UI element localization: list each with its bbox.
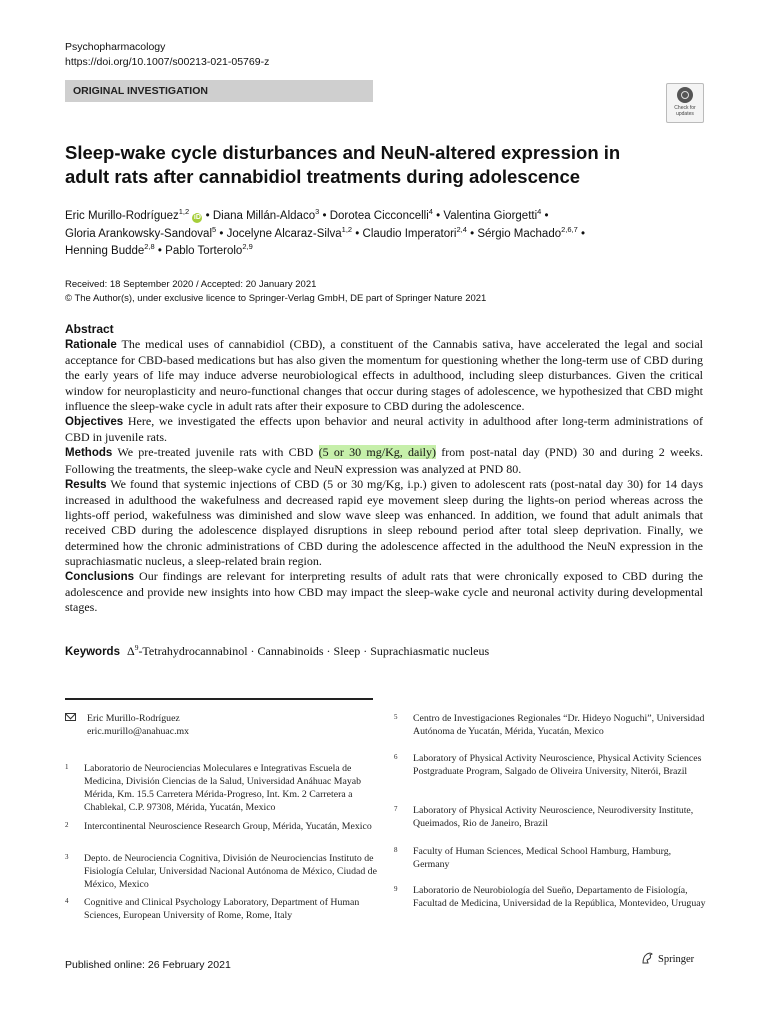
highlighted-dose: (5 or 30 mg/Kg, daily) — [318, 445, 436, 460]
author[interactable]: Diana Millán-Aldaco$^3$ — [212, 207, 320, 222]
correspondence-email[interactable]: eric.murillo@anahuac.mx — [87, 726, 190, 737]
keywords: Keywords $\Delta^9$-Tetrahydrocannabinol · Cannabinoids · Sleep · Suprachiasmatic nucleus — [65, 643, 490, 658]
affiliation-item: 8 Faculty of Human Sciences, Medical School Hamburg, Hamburg, Germany — [394, 846, 672, 870]
affiliation-item: 4 Cognitive and Clinical Psychology Laboratory, Department of Human Sciences, European University of Rome, Rome, Italy — [65, 897, 360, 921]
article-title: Sleep-wake cycle disturbances and NeuN-altered expression in adult rats after cannabidiol treatments during adolescence — [65, 142, 621, 187]
springer-logo — [640, 951, 694, 968]
abstract-body — [65, 337, 703, 616]
footnote-divider — [65, 698, 373, 700]
abstract-rationale: Rationale The medical uses of cannabidiol (CBD), a constituent of the Cannabis sativa, have accelerated the legal and social acceptance for CBD-based medications but has also given the momentum for questioning whether the long-term use of CBD during the early years of life may induce adverse neurobiological effects in adulthood, including sleep disturbances. Given the critical window for neuroplasticity and neuro-functional changes that occur during stages of adolescence, we hypothesized that CBD might influence the sleep-wake cycle in adult rats after their exposure to CBD during the adolescence. — [65, 337, 703, 413]
author[interactable]: Sérgio Machado$^{2,6,7}$ — [477, 224, 578, 240]
affiliation-item: 7 Laboratory of Physical Activity Neuroscience, Neurodiversity Institute, Queimados, Rio de Janeiro, Brazil — [394, 805, 694, 829]
copyright-notice: © The Author(s), under exclusive licence to Springer-Verlag GmbH, DE part of Springer Nature 2021 — [65, 293, 487, 304]
published-online-date: Published online: 26 February 2021 — [65, 959, 231, 971]
objectives-label: Objectives — [65, 416, 124, 429]
check-for-updates-badge[interactable] — [666, 83, 704, 123]
springer-horse-icon — [640, 951, 654, 965]
methods-label: Methods — [65, 447, 113, 460]
author[interactable]: Gloria Arankowsky-Sandoval$^5$ — [65, 224, 217, 240]
author[interactable]: Valentina Giorgetti$^4$ — [443, 207, 542, 222]
abstract-methods: Methods We pre-treated juvenile rats with CBD (5 or 30 mg/Kg, daily) from post-natal day (PND) 30 and during 2 weeks. Following the treatments, the sleep-wake cycle and NeuN expression was analyzed at PND 80. — [65, 445, 704, 476]
mail-icon — [65, 713, 76, 721]
abstract-objectives: Objectives Here, we investigated the effects upon behavior and neural activity in adulthood after long-term administrations of CBD in juvenile rats. — [65, 414, 703, 445]
received-accepted-dates: Received: 18 September 2020 / Accepted: 20 January 2021 — [65, 279, 317, 290]
check-updates-icon — [677, 87, 693, 103]
results-label: Results — [65, 478, 107, 491]
author[interactable]: Dorotea Cicconcelli$^4$ — [329, 207, 433, 222]
doi-link[interactable]: https://doi.org/10.1007/s00213-021-05769-z — [65, 56, 270, 68]
article-type-label: ORIGINAL INVESTIGATION — [73, 85, 208, 97]
author-list: Eric Murillo-Rodríguez$^{1,2}$ iD • Diana Millán-Aldaco$^3$ • Dorotea Cicconcelli$^4$ • Valentina Giorgetti$^4$ • Gloria Arankowsky-Sandoval$^5$ • Jocelyne Alcaraz-Silva$^{1,2}$ • Claudio Imperatori$^{2,4}$ • Sérgio Machado$^{2,6,7}$ • Henning Budde$^{2,8}$ • Pablo Torterolo$^{2,9}$ — [65, 207, 586, 257]
affiliation-item: 6 Laboratory of Physical Activity Neuroscience, Physical Activity Sciences Postgraduate Program, Salgado de Oliveira University, Niterói, Brazil — [394, 753, 702, 777]
abstract-heading: Abstract — [65, 322, 114, 336]
keywords-label: Keywords — [65, 646, 120, 658]
author[interactable]: Claudio Imperatori$^{2,4}$ — [362, 224, 467, 240]
correspondence-name: Eric Murillo-Rodríguez — [87, 713, 180, 724]
affiliation-item: 3 Depto. de Neurociencia Cognitiva, División de Neurociencias Instituto de Fisiología Celular, Universidad Nacional Autónoma de México, Ciudad de México, Mexico — [65, 853, 377, 890]
affiliation-item: 9 Laboratorio de Neurobiología del Sueño, Departamento de Fisiología, Facultad de Medicina, Universidad de la República, Montevideo, Uruguay — [394, 885, 706, 909]
check-updates-label: Check for updates — [674, 105, 696, 117]
affiliation-item: 2 Intercontinental Neuroscience Research Group, Mérida, Yucatán, Mexico — [65, 821, 372, 832]
affiliation-item: 5 Centro de Investigaciones Regionales “Dr. Hideyo Noguchi”, Universidad Autónoma de Yucatán, Mérida, Yucatán, Mexico — [394, 713, 705, 737]
orcid-icon[interactable]: iD — [193, 214, 201, 221]
author[interactable]: Jocelyne Alcaraz-Silva$^{1,2}$ — [226, 224, 353, 240]
author[interactable]: Pablo Torterolo$^{2,9}$ — [165, 242, 253, 257]
rationale-label: Rationale — [65, 339, 117, 351]
author[interactable]: Henning Budde$^{2,8}$ — [65, 242, 155, 257]
article-type-bar — [65, 80, 373, 102]
springer-wordmark: Springer — [658, 954, 695, 965]
abstract-results: Results We found that systemic injections of CBD (5 or 30 mg/Kg, i.p.) given to adolescent rats (post-natal day 30) for 14 days increased in adulthood the wakefulness and decreased rapid eye movement sleep during the lights-on period whereas across the lights-off period, wakefulness was diminished and slow wave sleep was enhanced. In addition, we found that adult animals that received CBD during the adolescence displayed disruptions in sleep rebound period after total sleep deprivation. Finally, we determined how the chronic administrations of CBD during the adolescence affected in the adulthood the NeuN expression in the suprachiasmatic nucleus, a sleep-related brain region. — [65, 476, 703, 568]
author[interactable]: Eric Murillo-Rodríguez$^{1,2}$ iD — [65, 207, 201, 222]
abstract-conclusions: Conclusions Our findings are relevant for interpreting results of adult rats that were chronically exposed to CBD during the adolescence and provide new insights into how CBD may impact the sleep-wake cycle and neuronal activity during developmental stages. — [65, 569, 704, 615]
conclusions-label: Conclusions — [65, 571, 135, 584]
journal-name: Psychopharmacology — [65, 41, 166, 53]
affiliation-item: 1 Laboratorio de Neurociencias Moleculares e Integrativas Escuela de Medicina, División Ciencias de la Salud, Universidad Anáhuac Mayab Mérida, Km. 15.5 Carretera Mérida-Progreso, Int. Km. 2 Carretera a Chablekal, C.P. 97308, Mérida, Yucatán, Mexico — [65, 763, 361, 813]
